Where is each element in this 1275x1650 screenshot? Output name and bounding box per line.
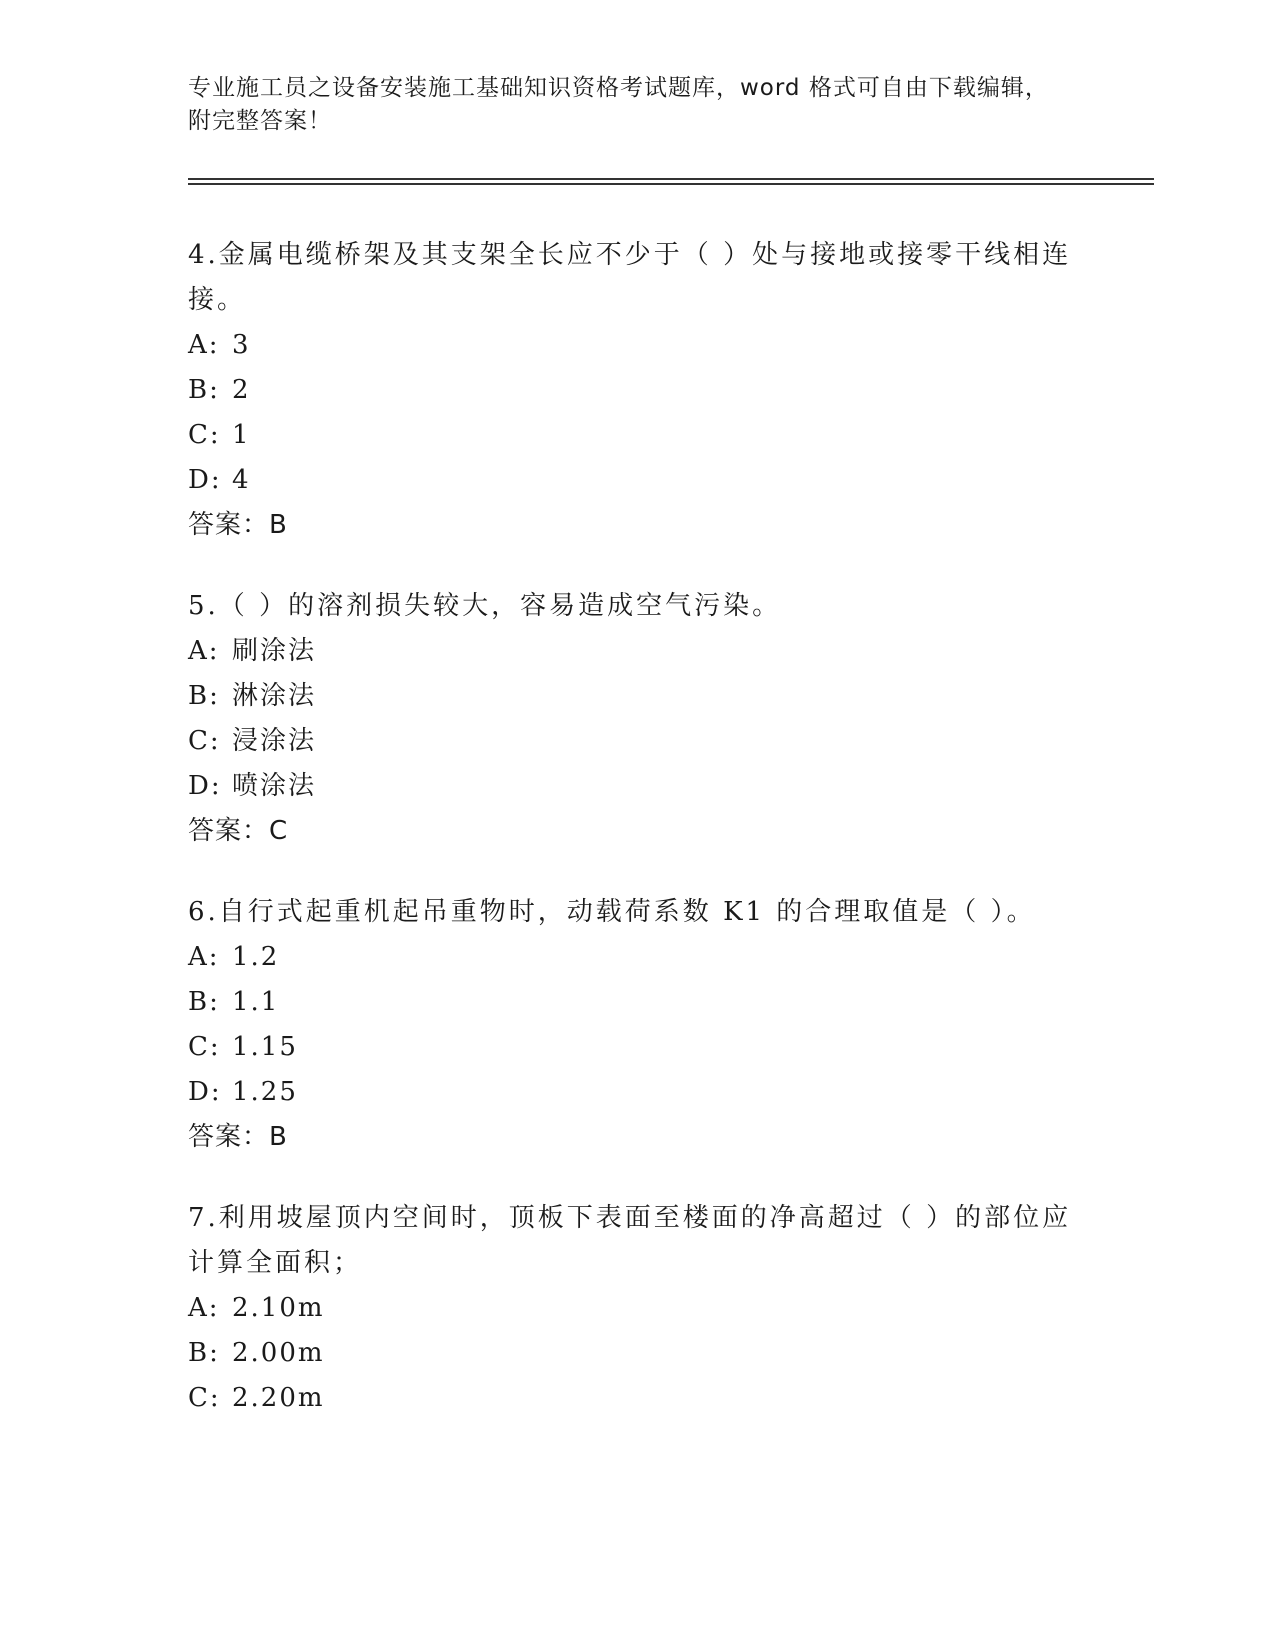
option-d <box>188 764 1088 809</box>
option-b <box>188 368 1088 413</box>
option-text: 3 <box>232 330 251 360</box>
question-stem: 5.（ ）的溶剂损失较大，容易造成空气污染。 <box>188 591 782 621</box>
option-text: 2.10m <box>232 1293 325 1323</box>
option-key: B: <box>188 1338 220 1368</box>
question-5 <box>188 584 1088 854</box>
option-key: A: <box>188 330 220 360</box>
option-text: 2 <box>232 375 251 405</box>
option-key: D: <box>188 465 222 495</box>
option-a <box>188 1286 1088 1331</box>
question-4 <box>188 233 1088 548</box>
option-text: 1.2 <box>232 942 280 972</box>
option-text: 1.15 <box>232 1032 298 1062</box>
option-text: 2.20m <box>232 1383 325 1413</box>
option-c <box>188 719 1088 764</box>
option-c <box>188 1376 1088 1421</box>
question-stem: 7.利用坡屋顶内空间时，顶板下表面至楼面的净高超过（ ）的部位应 <box>188 1203 1072 1233</box>
option-key: B: <box>188 987 220 1017</box>
header-line-2: 附完整答案！ <box>188 108 332 134</box>
question-list <box>188 233 1088 1457</box>
question-stem-continued: 计算全面积； <box>188 1248 363 1278</box>
option-d <box>188 1070 1088 1115</box>
option-key: D: <box>188 1077 222 1107</box>
header-divider-bottom <box>188 183 1154 185</box>
option-b <box>188 674 1088 719</box>
option-b <box>188 1331 1088 1376</box>
option-text: 1.1 <box>232 987 280 1017</box>
option-text: 2.00m <box>232 1338 325 1368</box>
option-text: 1 <box>232 420 251 450</box>
option-key: C: <box>188 420 221 450</box>
option-text: 1.25 <box>232 1077 298 1107</box>
option-text: 4 <box>232 465 251 495</box>
question-6 <box>188 890 1088 1160</box>
answer-label: 答案：B <box>188 1122 288 1152</box>
option-a <box>188 629 1088 674</box>
option-key: A: <box>188 636 220 666</box>
option-key: A: <box>188 1293 220 1323</box>
option-key: A: <box>188 942 220 972</box>
option-key: C: <box>188 726 221 756</box>
question-7 <box>188 1196 1088 1421</box>
answer-label: 答案：C <box>188 816 289 846</box>
question-stem: 4.金属电缆桥架及其支架全长应不少于（ ）处与接地或接零干线相连 <box>188 240 1072 270</box>
option-c <box>188 1025 1088 1070</box>
option-key: D: <box>188 771 222 801</box>
option-a <box>188 935 1088 980</box>
question-stem: 6.自行式起重机起吊重物时，动载荷系数 K1 的合理取值是（ ）。 <box>188 897 1036 927</box>
option-key: C: <box>188 1032 221 1062</box>
document-header <box>188 72 1068 138</box>
option-d <box>188 458 1088 503</box>
option-c <box>188 413 1088 458</box>
header-line-1: 专业施工员之设备安装施工基础知识资格考试题库，word 格式可自由下载编辑， <box>188 75 1049 101</box>
option-text: 刷涂法 <box>232 636 317 666</box>
option-a <box>188 323 1088 368</box>
option-b <box>188 980 1088 1025</box>
option-text: 喷涂法 <box>232 771 317 801</box>
option-text: 淋涂法 <box>232 681 317 711</box>
option-key: C: <box>188 1383 221 1413</box>
option-key: B: <box>188 375 220 405</box>
question-stem-continued: 接。 <box>188 285 247 315</box>
header-divider-top <box>188 178 1154 180</box>
option-text: 浸涂法 <box>232 726 317 756</box>
option-key: B: <box>188 681 220 711</box>
answer-label: 答案：B <box>188 510 288 540</box>
